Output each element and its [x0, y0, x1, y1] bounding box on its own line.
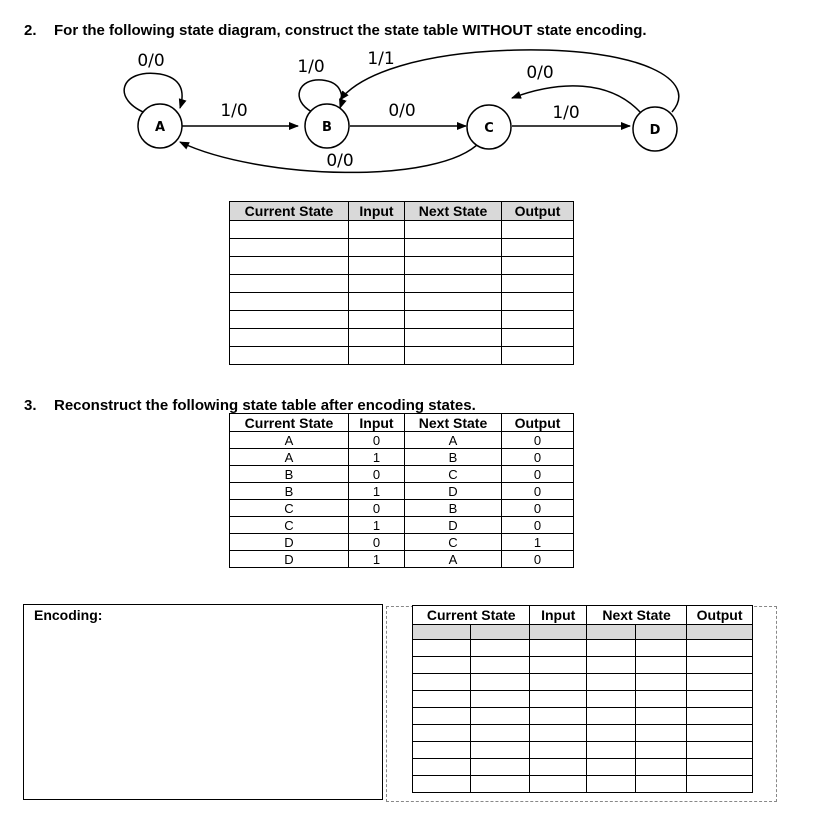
table-row	[230, 466, 574, 483]
table-cell[interactable]	[587, 640, 636, 657]
table-cell[interactable]	[635, 725, 687, 742]
table-cell[interactable]	[502, 275, 574, 293]
table-cell[interactable]	[530, 708, 587, 725]
table-row	[413, 759, 753, 776]
subheader-cell	[687, 625, 753, 640]
table-row	[230, 221, 574, 239]
subheader-cell	[470, 625, 530, 640]
table-cell[interactable]	[530, 674, 587, 691]
table-row	[413, 742, 753, 759]
table-cell: 0	[502, 500, 574, 517]
table-row	[230, 311, 574, 329]
table-row	[230, 534, 574, 551]
table-cell[interactable]	[635, 759, 687, 776]
table-cell[interactable]	[530, 759, 587, 776]
table-cell: A	[405, 551, 502, 568]
table-cell[interactable]	[230, 347, 349, 365]
table-cell[interactable]	[230, 239, 349, 257]
table-cell: C	[230, 517, 349, 534]
table-cell[interactable]	[470, 725, 530, 742]
table-cell[interactable]	[470, 776, 530, 793]
table-cell[interactable]	[470, 742, 530, 759]
column-header: Current State	[230, 414, 349, 432]
table-cell[interactable]	[413, 759, 471, 776]
column-header: Next State	[587, 606, 687, 625]
table-row	[230, 449, 574, 466]
table-row	[413, 674, 753, 691]
table-cell[interactable]	[687, 657, 753, 674]
state-label-B: B	[322, 120, 332, 135]
table-cell[interactable]	[470, 691, 530, 708]
table-cell[interactable]	[470, 657, 530, 674]
table-cell[interactable]	[502, 257, 574, 275]
table-cell[interactable]	[405, 329, 502, 347]
transition-label-D-B: 1/1	[367, 49, 395, 69]
table-cell[interactable]	[470, 759, 530, 776]
table-row	[413, 657, 753, 674]
table-cell[interactable]	[502, 347, 574, 365]
subheader-cell	[413, 625, 471, 640]
state-diagram	[0, 40, 834, 190]
column-header: Current State	[230, 202, 349, 221]
table-cell: A	[230, 432, 349, 449]
state-label-D: D	[649, 123, 661, 138]
table-cell: 1	[349, 517, 405, 534]
question-3-title	[24, 397, 476, 414]
transition-label-A-A: 0/0	[137, 51, 165, 71]
table-cell[interactable]	[635, 742, 687, 759]
table-cell[interactable]	[687, 776, 753, 793]
table-cell[interactable]	[405, 221, 502, 239]
state-label-C: C	[484, 121, 494, 136]
table-cell[interactable]	[502, 239, 574, 257]
table-row	[230, 347, 574, 365]
table-cell[interactable]	[587, 725, 636, 742]
table-cell: 0	[502, 449, 574, 466]
table-row	[230, 329, 574, 347]
table-row	[230, 239, 574, 257]
question-3-number: 3.	[24, 397, 37, 414]
column-header: Next State	[405, 202, 502, 221]
table-cell[interactable]	[470, 640, 530, 657]
table-cell[interactable]	[635, 657, 687, 674]
transition-label-D-C: 0/0	[526, 63, 554, 83]
table-cell[interactable]	[687, 759, 753, 776]
question-2-number: 2.	[24, 22, 37, 39]
encoding-box[interactable]	[23, 604, 383, 800]
table-cell[interactable]	[530, 742, 587, 759]
table-cell[interactable]	[413, 742, 471, 759]
table-cell: B	[230, 466, 349, 483]
table-cell[interactable]	[587, 742, 636, 759]
column-header: Input	[349, 414, 405, 432]
column-header: Output	[502, 414, 574, 432]
table-cell[interactable]	[349, 239, 405, 257]
table-cell: 1	[349, 483, 405, 500]
table-cell: 0	[502, 483, 574, 500]
table-cell: 0	[502, 466, 574, 483]
table-cell[interactable]	[230, 257, 349, 275]
table-cell[interactable]	[502, 221, 574, 239]
table-cell: 0	[349, 466, 405, 483]
table-cell[interactable]	[502, 329, 574, 347]
table-cell[interactable]	[413, 657, 471, 674]
column-header: Output	[687, 606, 753, 625]
subheader-cell	[530, 625, 587, 640]
table-cell[interactable]	[405, 347, 502, 365]
table-cell[interactable]	[587, 674, 636, 691]
table-cell[interactable]	[587, 708, 636, 725]
table-cell[interactable]	[413, 776, 471, 793]
table-cell[interactable]	[230, 329, 349, 347]
column-header: Input	[530, 606, 587, 625]
table-row	[230, 517, 574, 534]
table-cell[interactable]	[587, 657, 636, 674]
state-label-A: A	[154, 120, 166, 135]
table-cell[interactable]	[530, 640, 587, 657]
table-cell[interactable]	[530, 725, 587, 742]
table-cell[interactable]	[687, 708, 753, 725]
table-cell[interactable]	[405, 275, 502, 293]
table-cell[interactable]	[349, 221, 405, 239]
table-cell[interactable]	[530, 691, 587, 708]
table-cell: A	[405, 432, 502, 449]
table-cell[interactable]	[587, 759, 636, 776]
question-3-text: Reconstruct the following state table after encoding states.	[54, 397, 476, 414]
question-2-title	[24, 22, 647, 39]
table-row	[230, 257, 574, 275]
table-cell: B	[230, 483, 349, 500]
table-cell: D	[405, 517, 502, 534]
table-cell[interactable]	[405, 257, 502, 275]
subheader-cell	[587, 625, 636, 640]
table-cell[interactable]	[470, 674, 530, 691]
table-cell[interactable]	[687, 691, 753, 708]
table-cell: D	[230, 551, 349, 568]
table-cell[interactable]	[635, 674, 687, 691]
transition-label-A-B: 1/0	[220, 101, 248, 121]
table-cell[interactable]	[635, 691, 687, 708]
table-cell[interactable]	[687, 742, 753, 759]
table-cell[interactable]	[230, 311, 349, 329]
table-row	[413, 708, 753, 725]
table-cell[interactable]	[413, 640, 471, 657]
table-cell[interactable]	[349, 347, 405, 365]
table-cell[interactable]	[230, 221, 349, 239]
table-cell[interactable]	[530, 776, 587, 793]
table-cell[interactable]	[413, 708, 471, 725]
table-cell[interactable]	[230, 275, 349, 293]
table-cell: 1	[349, 449, 405, 466]
transition-label-B-C: 0/0	[388, 101, 416, 121]
question-2-text: For the following state diagram, construct the state table WITHOUT state encoding.	[54, 22, 647, 39]
table-cell: A	[230, 449, 349, 466]
subheader-cell	[635, 625, 687, 640]
table-cell: 1	[349, 551, 405, 568]
table-cell: D	[230, 534, 349, 551]
table-header-row	[230, 414, 574, 432]
table-row	[413, 725, 753, 742]
table-cell[interactable]	[587, 776, 636, 793]
state-table-without-encoding	[229, 201, 574, 365]
table-cell[interactable]	[587, 691, 636, 708]
table-cell: 0	[349, 500, 405, 517]
encoding-label: Encoding:	[34, 607, 103, 623]
column-header: Next State	[405, 414, 502, 432]
table-subheader-row	[413, 625, 753, 640]
table-cell: D	[405, 483, 502, 500]
transition-label-B-B: 1/0	[297, 57, 325, 77]
table-row	[230, 551, 574, 568]
table-cell[interactable]	[502, 293, 574, 311]
column-header: Current State	[413, 606, 530, 625]
table-cell[interactable]	[413, 725, 471, 742]
table-cell[interactable]	[349, 329, 405, 347]
table-cell[interactable]	[687, 640, 753, 657]
table-cell[interactable]	[349, 311, 405, 329]
column-header: Input	[349, 202, 405, 221]
table-cell: 0	[502, 517, 574, 534]
table-cell: 1	[502, 534, 574, 551]
table-cell[interactable]	[413, 691, 471, 708]
table-cell[interactable]	[530, 657, 587, 674]
table-row	[230, 432, 574, 449]
table-header-row	[230, 202, 574, 221]
table-cell: B	[405, 449, 502, 466]
table-cell[interactable]	[687, 674, 753, 691]
transition-label-C-D: 1/0	[552, 103, 580, 123]
table-cell: C	[230, 500, 349, 517]
table-row	[230, 293, 574, 311]
table-cell[interactable]	[635, 708, 687, 725]
table-cell[interactable]	[349, 275, 405, 293]
table-cell: 0	[502, 432, 574, 449]
table-cell: C	[405, 466, 502, 483]
table-cell: C	[405, 534, 502, 551]
table-cell[interactable]	[635, 640, 687, 657]
table-cell[interactable]	[470, 708, 530, 725]
table-row	[413, 776, 753, 793]
table-cell: 0	[349, 432, 405, 449]
state-table-encoded	[412, 605, 753, 793]
table-row	[230, 500, 574, 517]
table-cell[interactable]	[349, 293, 405, 311]
table-cell[interactable]	[230, 293, 349, 311]
table-row	[230, 483, 574, 500]
state-table-given	[229, 413, 574, 568]
table-cell: 0	[349, 534, 405, 551]
transition-label-B-A: 0/0	[326, 151, 354, 171]
table-header-row	[413, 606, 753, 625]
table-cell[interactable]	[502, 311, 574, 329]
table-cell[interactable]	[349, 257, 405, 275]
column-header: Output	[502, 202, 574, 221]
table-cell: 0	[502, 551, 574, 568]
table-cell[interactable]	[687, 725, 753, 742]
table-row	[230, 275, 574, 293]
table-cell[interactable]	[405, 311, 502, 329]
table-cell[interactable]	[635, 776, 687, 793]
table-cell[interactable]	[405, 239, 502, 257]
table-cell[interactable]	[413, 674, 471, 691]
table-row	[413, 640, 753, 657]
table-cell: B	[405, 500, 502, 517]
table-row	[413, 691, 753, 708]
table-cell[interactable]	[405, 293, 502, 311]
